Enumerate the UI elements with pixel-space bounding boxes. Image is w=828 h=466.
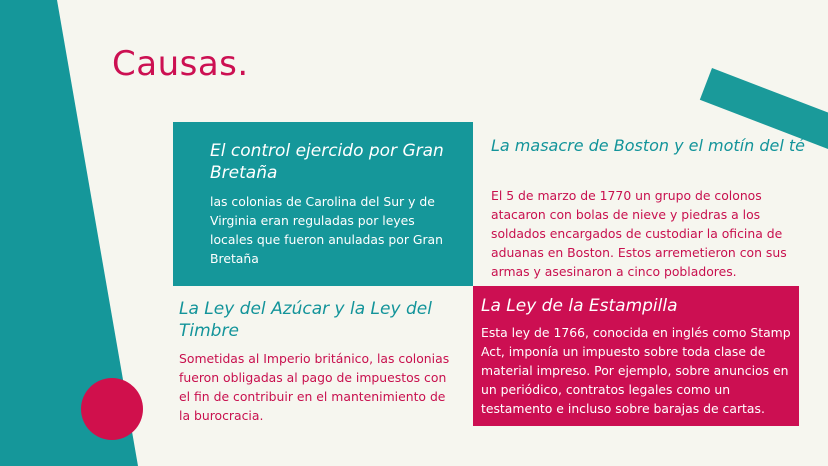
slide-title: Causas. (112, 44, 249, 84)
section-heading-estampilla: La Ley de la Estampilla (481, 296, 678, 316)
section-body-azucar: Sometidas al Imperio británico, las colonias fueron obligadas al pago de impuestos con el fin de contribuir en el mantenimiento de la burocracia. (179, 351, 450, 423)
section-body-boston: El 5 de marzo de 1770 un grupo de colonos atacaron con bolas de nieve y piedras a los soldados encargados de custodiar la oficina de aduanas en Boston. Estos arremetieron con sus armas y asesinaron a cinco pobladores. (491, 188, 787, 279)
red-circle-shape (81, 378, 143, 440)
section-body-control: las colonias de Carolina del Sur y de Virginia eran reguladas por leyes locales que fueron anuladas por Gran Bretaña (210, 194, 444, 266)
section-heading-control: El control ejercido por Gran Bretaña (210, 141, 444, 183)
section-body-estampilla: Esta ley de 1766, conocida en inglés como Stamp Act, imponía un impuesto sobre toda clase de material impreso. Por ejemplo, sobre anuncios en un periódico, contratos legales como un testamento e incluso sobre barajas de cartas. (481, 325, 791, 416)
section-heading-boston: La masacre de Boston y el motín del té (491, 136, 806, 155)
section-heading-azucar: La Ley del Azúcar y la Ley del Timbre (179, 299, 432, 341)
